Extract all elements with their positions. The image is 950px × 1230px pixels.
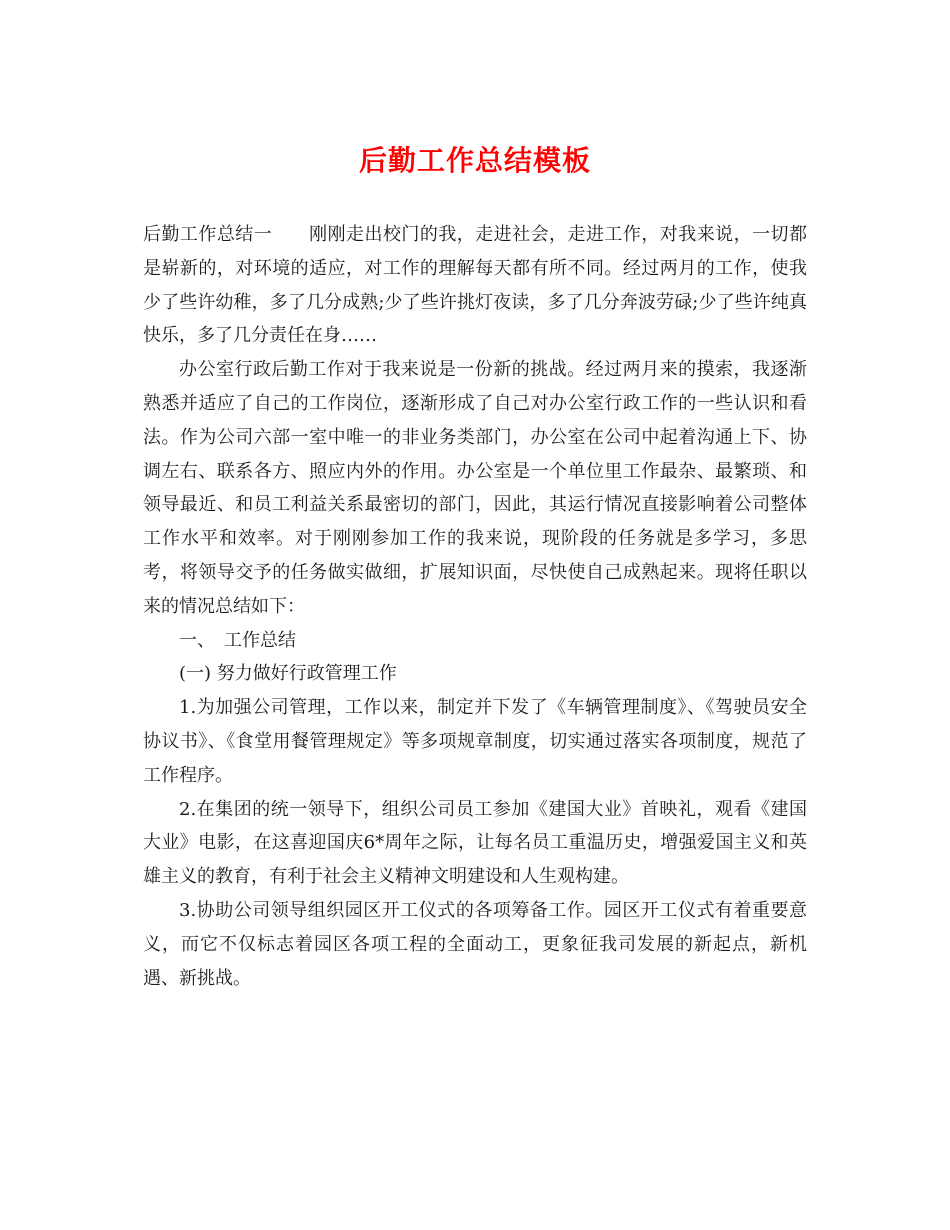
section-heading-work-summary: 一、 工作总结 [179,629,296,651]
document-body [143,218,807,995]
subsection-heading-admin: (一) 努力做好行政管理工作 [179,663,397,685]
paragraph-office-work: 办公室行政后勤工作对于我来说是一份新的挑战。经过两月来的摸索，我逐渐熟悉并适应了自己的工作岗位，逐渐形成了自己对办公室行政工作的一些认识和看法。作为公司六部一室中唯一的非业务类部门，办公室在公司中起着沟通上下、协调左右、联系各方、照应内外的作用。办公室是一个单位里工作最杂、最繁琐、和领导最近、和员工利益关系最密切的部门，因此，其运行情况直接影响着公司整体工作水平和效率。对于刚刚参加工作的我来说，现阶段的任务就是多学习，多思考，将领导交予的任务做实做细，扩展知识面，尽快使自己成熟起来。现将任职以来的情况总结如下： [143,359,807,617]
list-item-1: 1.为加强公司管理，工作以来，制定并下发了《车辆管理制度》、《驾驶员安全协议书》、《食堂用餐管理规定》等多项规章制度，切实通过落实各项制度，规范了工作程序。 [143,697,807,786]
document-title: 后勤工作总结模板 [358,144,591,177]
list-item-2: 2.在集团的统一领导下，组织公司员工参加《建国大业》首映礼，观看《建国大业》电影，在这喜迎国庆6*周年之际，让每名员工重温历史，增强爱国主义和英雄主义的教育，有利于社会主义精神文明建设和人生观构建。 [143,798,807,888]
list-item-3: 3.协助公司领导组织园区开工仪式的各项筹备工作。园区开工仪式有着重要意义，而它不仅标志着园区各项工程的全面动工，更象征我司发展的新起点，新机遇、新挑战。 [143,899,807,989]
paragraph-intro: 后勤工作总结一 刚刚走出校门的我，走进社会，走进工作，对我来说，一切都是崭新的，对环境的适应，对工作的理解每天都有所不同。经过两月的工作，使我少了些许幼稚，多了几分成熟;少了些许挑灯夜读，多了几分奔波劳碌;少了些许纯真快乐，多了几分责任在身…… [143,224,808,347]
